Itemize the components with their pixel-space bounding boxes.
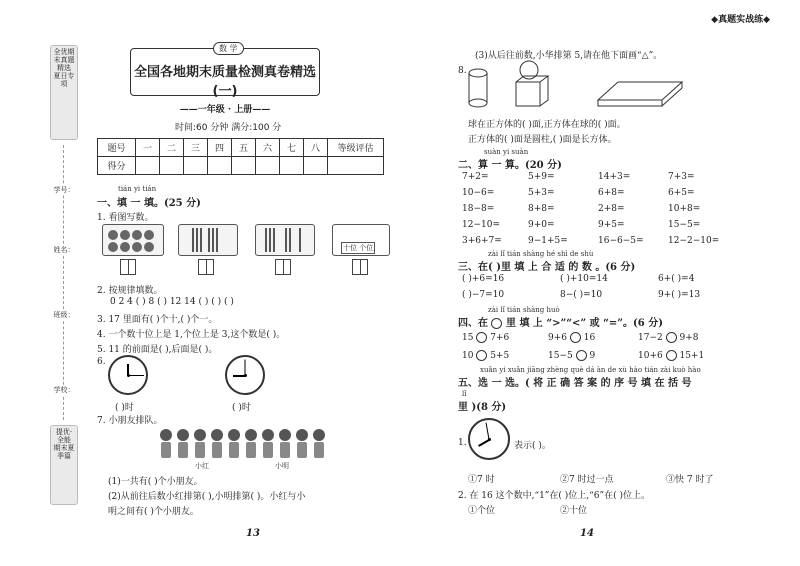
q7-3-text: (3)从后往前数,小华排第 5,请在他下面画“△”。 <box>475 51 663 61</box>
clock-icon <box>225 355 265 395</box>
time-score-line: 时间:60 分钟 满分:100 分 <box>175 123 282 133</box>
q6-text: 6. <box>97 357 106 367</box>
s5q1-number: 1. <box>458 438 467 448</box>
section-tag: ◆真题实战练◆ <box>711 15 770 25</box>
sec5-pinyin-2: lǐ <box>462 390 467 398</box>
calc-item[interactable]: 9+5= <box>598 220 625 230</box>
abacus-label: 十位 个位 <box>343 244 374 252</box>
q7-2-text: (2)从前往后数小红排第( ),小明排第( )。小红与小 <box>108 492 306 502</box>
q7-text: 7. 小朋友排队。 <box>97 416 163 426</box>
table-header-cell: 六 <box>256 139 280 157</box>
minute-hand <box>486 423 490 440</box>
child-icon <box>243 429 259 459</box>
row-label: 得分 <box>98 157 136 175</box>
child-icon <box>192 429 208 459</box>
q8-text: 8. <box>458 66 467 76</box>
hour-hand <box>478 439 489 447</box>
minute-hand <box>245 360 246 376</box>
score-table-header <box>98 139 384 157</box>
clock-answer-2[interactable]: ( )时 <box>232 403 251 413</box>
answer-grid[interactable] <box>198 259 214 275</box>
calc-item[interactable]: 10+8= <box>668 204 701 214</box>
calc-item[interactable]: 18−8= <box>462 204 495 214</box>
compare-right: 16 <box>583 333 596 343</box>
compare-circle[interactable] <box>570 332 581 343</box>
compare-item <box>548 350 595 361</box>
section-5-title: 五、选 一 选。( 将 正 确 答 案 的 序 号 填 在 括 号 <box>458 378 692 389</box>
table-header-cell: 一 <box>136 139 160 157</box>
calc-item[interactable]: 5+9= <box>528 172 555 182</box>
q3-text: 3. 17 里面有( )个十,( )个一。 <box>97 315 218 325</box>
table-header-cell: 二 <box>160 139 184 157</box>
compare-item <box>638 332 698 343</box>
calc-item[interactable]: 8+8= <box>528 204 555 214</box>
table-header-cell: 八 <box>304 139 328 157</box>
grade-label: ——一年级 · 上册—— <box>179 105 271 115</box>
school-field: 学校： <box>50 385 78 395</box>
answer-grid[interactable] <box>120 259 136 275</box>
compare-left: 9+6 <box>548 333 567 343</box>
hour-hand <box>233 375 245 377</box>
calc-item[interactable]: 10−6= <box>462 188 495 198</box>
sticks-picture-2 <box>255 224 315 256</box>
fill-item[interactable]: ( )−7=10 <box>462 290 505 300</box>
apple-icon <box>103 225 163 255</box>
fill-item[interactable]: 9+( )=13 <box>658 290 701 300</box>
score-cell[interactable] <box>256 157 280 175</box>
title-box <box>130 44 320 115</box>
compare-left: 10+6 <box>638 351 663 361</box>
strip-bottom-label: 提优·全能 期末夏季篇 <box>50 425 78 505</box>
score-cell[interactable] <box>160 157 184 175</box>
hour-hand <box>127 364 129 376</box>
sec3-pinyin: zài lǐ tián shàng hé shì de shù <box>488 250 594 258</box>
compare-circle[interactable] <box>576 350 587 361</box>
s5q1-option[interactable]: ①7 时 <box>468 475 495 485</box>
calc-item[interactable]: 16−6−5= <box>598 236 644 246</box>
strip-top-label: 全优期末真题精选 夏日专项 <box>50 45 78 140</box>
q5-text: 5. 11 的前面是( ),后面是( )。 <box>97 345 218 355</box>
child-icon <box>260 429 276 459</box>
compare-item <box>462 332 509 343</box>
cuboid-icon <box>596 78 684 108</box>
fill-item[interactable]: ( )+10=14 <box>560 274 608 284</box>
right-page <box>420 0 800 566</box>
compare-item <box>462 350 509 361</box>
sec2-pinyin: suàn yi suàn <box>484 148 529 156</box>
q8-2-text: 正方体的( )面是圆柱,( )面是长方体。 <box>468 135 617 145</box>
table-header-cell: 三 <box>184 139 208 157</box>
s5q1-option[interactable]: ②7 时过一点 <box>560 475 614 485</box>
score-cell[interactable] <box>304 157 328 175</box>
compare-item <box>638 350 704 361</box>
calc-item[interactable]: 9−1+5= <box>528 236 568 246</box>
kid-name-xiaoming: 小明 <box>275 462 289 470</box>
calc-item[interactable]: 2+8= <box>598 204 625 214</box>
table-header-cell: 四 <box>208 139 232 157</box>
answer-grid[interactable] <box>352 259 368 275</box>
stick-bundle-icon <box>179 225 237 255</box>
kids-queue-picture <box>158 427 326 461</box>
q7-2b-text: 明之间有( )个小朋友。 <box>108 507 199 517</box>
child-icon <box>294 429 310 459</box>
circle-icon <box>491 318 502 329</box>
compare-circle[interactable] <box>476 332 487 343</box>
compare-item <box>548 332 595 343</box>
compare-right: 9 <box>589 351 596 361</box>
sec4-tail: 里 填 上 “>”“<” 或 “=”。(6 分) <box>505 318 663 329</box>
section-2-title: 二、算 一 算。(20 分) <box>458 160 562 171</box>
compare-right: 5+5 <box>490 351 510 361</box>
clock-answer-1[interactable]: ( )时 <box>115 403 134 413</box>
compare-left: 17−2 <box>638 333 663 343</box>
compare-right: 15+1 <box>679 351 705 361</box>
sphere-on-cube-icon <box>512 60 552 110</box>
sec5-pinyin: xuǎn yi xuǎn jiāng zhèng què dá àn de xù hào tián zài kuò hào <box>480 366 701 374</box>
class-field: 班级： <box>50 310 78 320</box>
minute-hand <box>128 375 144 376</box>
s5q2-option[interactable]: ①个位 <box>468 506 496 516</box>
section-5-title-cont: 里 )(8 分) <box>458 402 507 413</box>
clock-icon <box>108 355 148 395</box>
calc-item[interactable]: 14+3= <box>598 172 631 182</box>
subject-tag: 数 学 <box>213 42 244 55</box>
score-cell[interactable] <box>208 157 232 175</box>
sec4-head: 四、在 <box>458 318 488 329</box>
clock-icon <box>468 418 510 460</box>
binding-strip <box>50 45 80 505</box>
answer-grid[interactable] <box>275 259 291 275</box>
fill-item[interactable]: 6+( )=4 <box>658 274 695 284</box>
score-table-row <box>98 157 384 175</box>
calc-item[interactable]: 3+6+7= <box>462 236 502 246</box>
score-table <box>97 138 384 175</box>
score-cell[interactable] <box>136 157 160 175</box>
kid-name-xiaohong: 小红 <box>195 462 209 470</box>
sec4-pinyin: zài lǐ tián shàng huò <box>488 306 560 314</box>
compare-right: 9+8 <box>679 333 699 343</box>
student-number-field: 学号： <box>50 185 78 195</box>
apples-picture <box>102 224 164 256</box>
q7-1-text: (1)一共有( )个小朋友。 <box>108 477 203 487</box>
calc-item[interactable]: 7+2= <box>462 172 489 182</box>
child-icon <box>158 429 174 459</box>
q2-text: 2. 按规律填数。 <box>97 286 163 296</box>
compare-circle[interactable] <box>476 350 487 361</box>
table-header-cell: 等级评估 <box>328 139 384 157</box>
table-header-cell: 五 <box>232 139 256 157</box>
calc-item[interactable]: 6+5= <box>668 188 695 198</box>
compare-left: 15 <box>462 333 474 343</box>
sticks-picture <box>178 224 238 256</box>
page-number: 14 <box>580 528 594 539</box>
s5q1-option[interactable]: ③快 7 时了 <box>666 475 714 485</box>
q2-sequence: 0 2 4 ( ) 8 ( ) 12 14 ( ) ( ) ( ) <box>110 297 234 307</box>
calc-item[interactable]: 7+3= <box>668 172 695 182</box>
q1-text: 1. 看图写数。 <box>97 213 154 223</box>
score-cell[interactable] <box>280 157 304 175</box>
score-cell[interactable] <box>232 157 256 175</box>
q8-1-text: 球在正方体的( )面,正方体在球的( )面。 <box>468 120 626 130</box>
calc-item[interactable]: 9+0= <box>528 220 555 230</box>
compare-right: 7+6 <box>490 333 510 343</box>
s5q2-option[interactable]: ②十位 <box>560 506 588 516</box>
stick-bundle-icon <box>256 225 314 255</box>
fill-item[interactable]: ( )+6=16 <box>462 274 505 284</box>
calc-item[interactable]: 15−5= <box>668 220 701 230</box>
child-icon <box>209 429 225 459</box>
calc-item[interactable]: 6+8= <box>598 188 625 198</box>
compare-circle[interactable] <box>666 350 677 361</box>
calc-item[interactable]: 12−10= <box>462 220 500 230</box>
section-4-title <box>458 314 663 329</box>
cylinder-icon <box>468 68 488 108</box>
page-number: 13 <box>246 528 260 539</box>
compare-left: 10 <box>462 351 474 361</box>
score-cell[interactable] <box>184 157 208 175</box>
table-header-cell: 七 <box>280 139 304 157</box>
score-cell[interactable] <box>328 157 384 175</box>
section-1-title: 一、填 一 填。(25 分) <box>97 198 201 209</box>
name-field: 姓名： <box>50 245 78 255</box>
s5q1-text: 表示( )。 <box>514 441 551 451</box>
s5q2-text: 2. 在 16 这个数中,“1”在( )位上,“6”在( )位上。 <box>458 491 650 501</box>
section-3-title: 三、在( )里 填 上 合 适 的 数 。(6 分) <box>458 262 636 273</box>
abacus-picture <box>332 224 390 256</box>
compare-circle[interactable] <box>666 332 677 343</box>
fill-item[interactable]: 8−( )=10 <box>560 290 603 300</box>
calc-item[interactable]: 5+3= <box>528 188 555 198</box>
calc-item[interactable]: 12−2−10= <box>668 236 720 246</box>
child-icon <box>277 429 293 459</box>
child-icon <box>311 429 327 459</box>
q4-text: 4. 一个数十位上是 1,个位上是 3,这个数是( )。 <box>97 330 286 340</box>
child-icon <box>226 429 242 459</box>
compare-left: 15−5 <box>548 351 573 361</box>
page-title: 全国各地期末质量检测真卷精选(一) <box>133 65 316 99</box>
sec1-pinyin: tián yi tián <box>118 185 157 193</box>
child-icon <box>175 429 191 459</box>
table-header-cell: 题号 <box>98 139 136 157</box>
